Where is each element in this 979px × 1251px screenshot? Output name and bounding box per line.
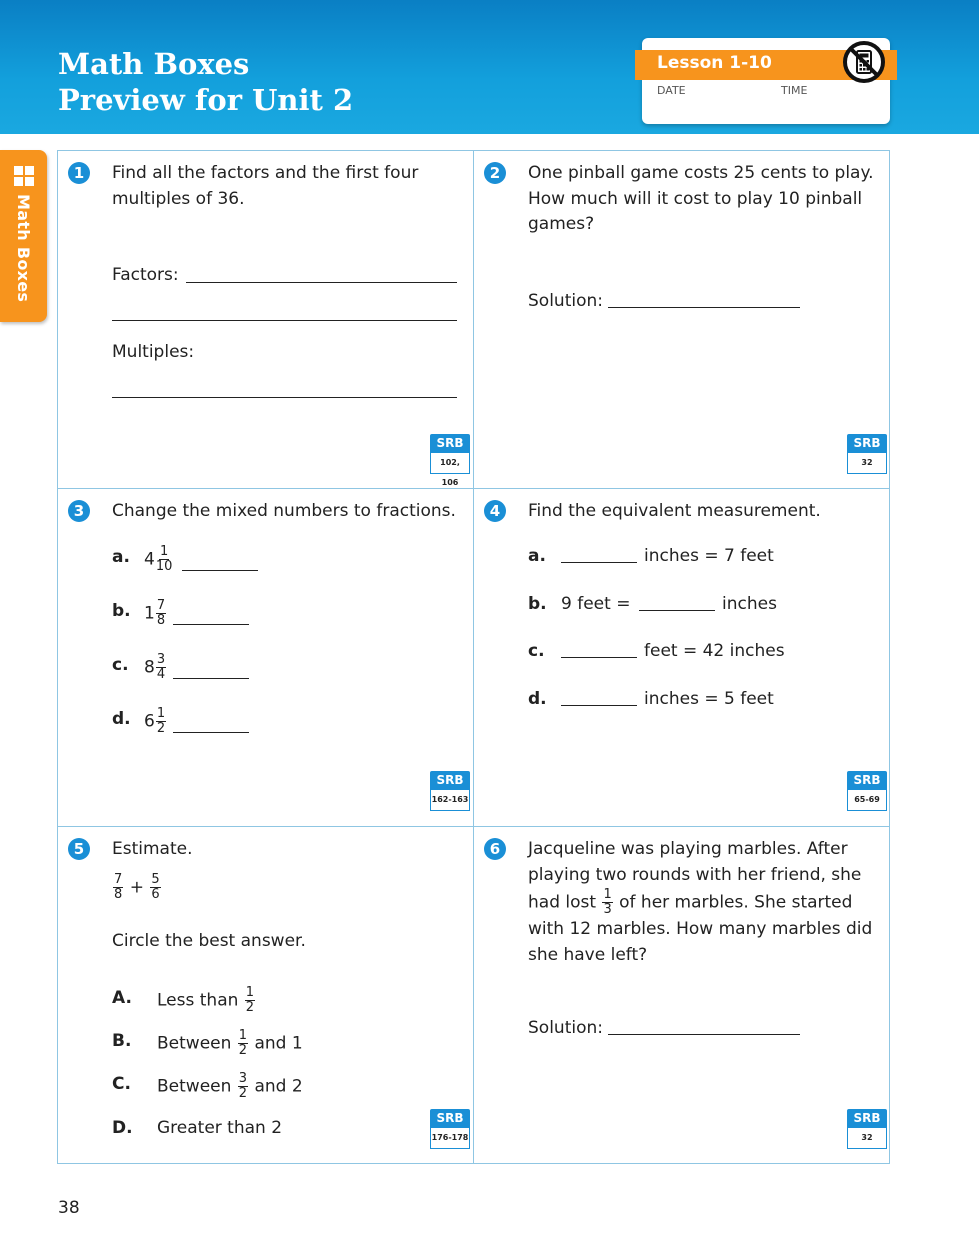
srb-pages: 102, 106 bbox=[430, 452, 470, 474]
numerator: 1 bbox=[603, 887, 612, 902]
mixed-number bbox=[144, 545, 173, 574]
numerator: 1 bbox=[156, 706, 166, 721]
denominator: 2 bbox=[245, 1000, 255, 1015]
problem-number-badge: 6 bbox=[484, 838, 506, 860]
prompt-line: Jacqueline was playing marbles. After bbox=[528, 839, 848, 859]
solution-label: Solution: bbox=[528, 1018, 603, 1038]
answer-line[interactable] bbox=[173, 678, 249, 679]
problem-number-badge: 2 bbox=[484, 162, 506, 184]
denominator: 6 bbox=[151, 887, 160, 902]
srb-reference bbox=[847, 771, 887, 813]
choice-letter: A. bbox=[112, 988, 132, 1008]
prompt-line: playing two rounds with her friend, she bbox=[528, 864, 862, 885]
answer-line[interactable] bbox=[561, 562, 637, 563]
fraction bbox=[238, 1072, 248, 1101]
denominator: 8 bbox=[114, 887, 123, 902]
prompt-line: with 12 marbles. How many marbles did bbox=[528, 919, 873, 939]
problem-prompt: Find the equivalent measurement. bbox=[528, 501, 821, 521]
choice-text: and 2 bbox=[254, 1076, 303, 1097]
problem-number-badge: 1 bbox=[68, 162, 90, 184]
item-text: 9 feet = bbox=[561, 594, 631, 614]
lesson-label: Lesson 1-10 bbox=[657, 53, 772, 73]
item-text: inches = 5 feet bbox=[644, 689, 774, 709]
numerator: 1 bbox=[238, 1028, 248, 1043]
item-letter: b. bbox=[528, 594, 547, 614]
srb-pages: 65-69 bbox=[847, 789, 887, 811]
problem-prompt bbox=[528, 161, 874, 238]
srb-reference bbox=[430, 771, 470, 813]
numerator: 5 bbox=[151, 872, 160, 887]
answer-line[interactable] bbox=[639, 610, 715, 611]
mixed-number bbox=[144, 707, 167, 736]
item-letter: d. bbox=[112, 709, 131, 729]
item-letter: d. bbox=[528, 689, 547, 709]
choice-d[interactable]: Greater than 2 bbox=[157, 1118, 283, 1138]
page-number: 38 bbox=[58, 1198, 80, 1218]
factors-label: Factors: bbox=[112, 265, 179, 285]
choice-text: Less than bbox=[157, 990, 239, 1011]
item-letter: b. bbox=[112, 601, 131, 621]
numerator: 7 bbox=[156, 598, 166, 613]
choice-letter: D. bbox=[112, 1118, 133, 1138]
prompt-text: had lost bbox=[528, 892, 597, 913]
denominator: 10 bbox=[155, 559, 173, 574]
solution-answer-line[interactable] bbox=[608, 1034, 800, 1035]
problem-prompt: Change the mixed numbers to fractions. bbox=[112, 501, 456, 521]
srb-label: SRB bbox=[847, 771, 887, 789]
mixed-number bbox=[144, 653, 167, 682]
choice-letter: B. bbox=[112, 1031, 132, 1051]
whole-part: 1 bbox=[144, 603, 155, 624]
denominator: 4 bbox=[156, 667, 166, 682]
prompt-line: games? bbox=[528, 214, 595, 234]
problem-prompt: Estimate. bbox=[112, 839, 193, 859]
srb-reference bbox=[430, 434, 470, 487]
choice-b[interactable] bbox=[157, 1029, 303, 1058]
srb-pages: 176-178 bbox=[430, 1127, 470, 1149]
side-tab bbox=[0, 150, 47, 322]
item-letter: a. bbox=[528, 546, 546, 566]
denominator: 2 bbox=[238, 1043, 248, 1058]
choice-letter: C. bbox=[112, 1074, 131, 1094]
fraction bbox=[150, 873, 160, 902]
solution-answer-line[interactable] bbox=[608, 307, 800, 308]
srb-label: SRB bbox=[847, 434, 887, 452]
numerator: 1 bbox=[245, 985, 255, 1000]
problem-number-badge: 4 bbox=[484, 500, 506, 522]
prompt-line: One pinball game costs 25 cents to play. bbox=[528, 163, 874, 183]
date-label: DATE bbox=[657, 84, 686, 97]
instruction: Circle the best answer. bbox=[112, 931, 306, 951]
srb-pages: 162-163 bbox=[430, 789, 470, 811]
answer-line[interactable] bbox=[182, 570, 258, 571]
fraction bbox=[238, 1029, 248, 1058]
srb-label: SRB bbox=[430, 1109, 470, 1127]
numerator: 1 bbox=[159, 544, 169, 559]
srb-label: SRB bbox=[847, 1109, 887, 1127]
grid-icon bbox=[14, 166, 34, 186]
fraction bbox=[156, 599, 166, 628]
prompt-line: she have left? bbox=[528, 944, 648, 965]
fraction bbox=[156, 653, 166, 682]
item-letter: c. bbox=[112, 655, 129, 675]
plus-operator: + bbox=[129, 877, 144, 898]
item-text: inches bbox=[722, 594, 777, 614]
srb-pages: 32 bbox=[847, 452, 887, 474]
fraction bbox=[245, 986, 255, 1015]
fraction bbox=[602, 888, 612, 917]
fraction bbox=[113, 873, 123, 902]
choice-text: Between bbox=[157, 1033, 232, 1054]
grid-divider-row-1 bbox=[57, 488, 890, 489]
page-title bbox=[58, 46, 353, 118]
time-label: TIME bbox=[781, 84, 808, 97]
answer-line[interactable] bbox=[173, 732, 249, 733]
numerator: 7 bbox=[114, 872, 123, 887]
srb-reference bbox=[847, 1109, 887, 1151]
answer-line[interactable] bbox=[173, 624, 249, 625]
denominator: 2 bbox=[156, 721, 166, 736]
answer-line[interactable] bbox=[561, 657, 637, 658]
estimate-expression bbox=[112, 873, 162, 902]
solution-label: Solution: bbox=[528, 291, 603, 311]
whole-part: 8 bbox=[144, 657, 155, 678]
no-calculator-icon bbox=[842, 40, 886, 84]
choice-c[interactable] bbox=[157, 1072, 303, 1101]
choice-text: and 1 bbox=[254, 1033, 303, 1054]
srb-reference bbox=[847, 434, 887, 476]
whole-part: 6 bbox=[144, 711, 155, 732]
grid-divider-row-2 bbox=[57, 826, 890, 827]
problem-number-badge: 3 bbox=[68, 500, 90, 522]
srb-pages: 32 bbox=[847, 1127, 887, 1149]
fraction bbox=[156, 707, 166, 736]
item-text: inches = 7 feet bbox=[644, 546, 774, 566]
problem-number-badge: 5 bbox=[68, 838, 90, 860]
title-line-2: Preview for Unit 2 bbox=[58, 83, 354, 117]
problem-prompt bbox=[112, 161, 418, 212]
side-tab-label: Math Boxes bbox=[14, 194, 33, 303]
factors-answer-line-2[interactable] bbox=[112, 320, 457, 321]
numerator: 3 bbox=[238, 1071, 248, 1086]
denominator: 2 bbox=[238, 1086, 248, 1101]
srb-label: SRB bbox=[430, 434, 470, 452]
item-letter: a. bbox=[112, 547, 130, 567]
prompt-line: Find all the factors and the first four bbox=[112, 163, 419, 183]
prompt-line: How much will it cost to play 10 pinball bbox=[528, 188, 863, 209]
srb-reference bbox=[430, 1109, 470, 1151]
fraction bbox=[156, 545, 173, 574]
mixed-number bbox=[144, 599, 167, 628]
item-letter: c. bbox=[528, 641, 545, 661]
prompt-line: multiples of 36. bbox=[112, 188, 245, 209]
prompt-line bbox=[528, 888, 872, 917]
answer-line[interactable] bbox=[561, 705, 637, 706]
factors-answer-line[interactable] bbox=[186, 282, 457, 283]
whole-part: 4 bbox=[144, 549, 155, 570]
choice-text: Between bbox=[157, 1076, 232, 1097]
problem-prompt bbox=[528, 837, 872, 968]
srb-label: SRB bbox=[430, 771, 470, 789]
denominator: 3 bbox=[603, 902, 612, 917]
multiples-label: Multiples: bbox=[112, 342, 195, 362]
denominator: 8 bbox=[156, 613, 166, 628]
item-text: feet = 42 inches bbox=[644, 641, 785, 661]
grid-divider-vertical bbox=[473, 150, 474, 1164]
choice-a[interactable] bbox=[157, 986, 256, 1015]
title-line-1: Math Boxes bbox=[58, 47, 250, 81]
multiples-answer-line[interactable] bbox=[112, 397, 457, 398]
numerator: 3 bbox=[156, 652, 166, 667]
prompt-text: of her marbles. She started bbox=[619, 892, 853, 913]
